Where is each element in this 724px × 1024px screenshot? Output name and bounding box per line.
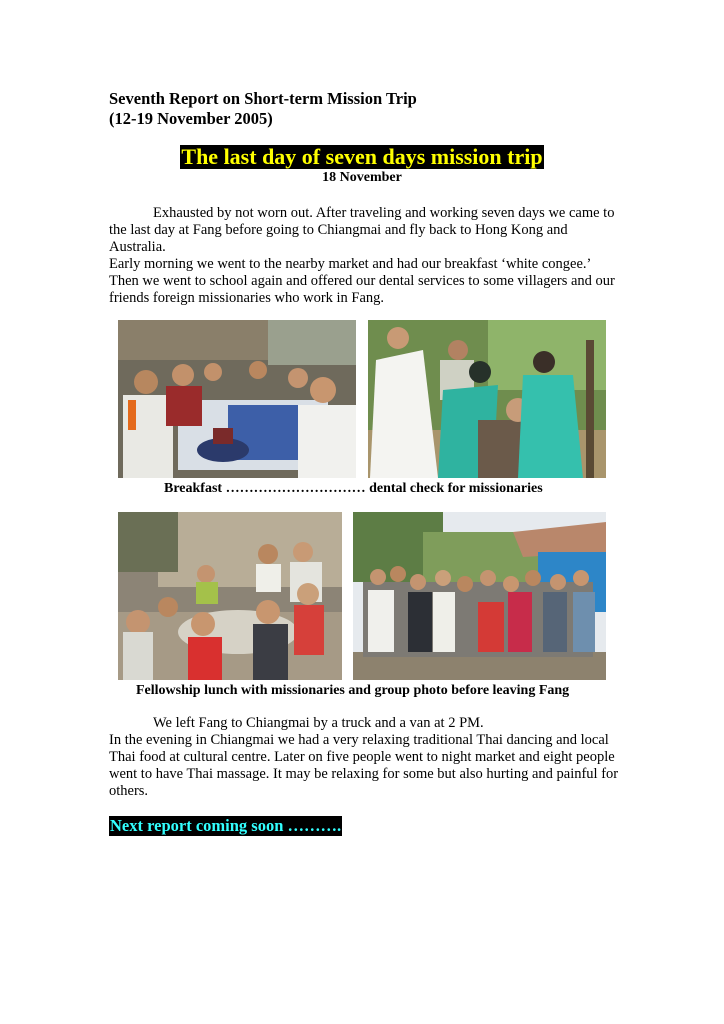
photo-breakfast <box>118 320 356 478</box>
intro-paragraph-2: Early morning we went to the nearby market and had our breakfast ‘white congee.’ Then we went to school again and offered our dental services to some villagers and our friends foreign missionaries who work in Fang. <box>109 256 615 306</box>
photo-dental-check <box>368 320 606 478</box>
next-report-notice: Next report coming soon ………. <box>110 816 342 835</box>
caption-row1: Breakfast ………………………… dental check for missionaries <box>164 481 543 496</box>
report-title <box>109 89 417 129</box>
photo-fellowship-lunch <box>118 512 342 680</box>
closing-paragraph-1: We left Fang to Chiangmai by a truck and a van at 2 PM. <box>153 715 484 731</box>
intro-paragraph-1: Exhausted by not worn out. After traveling and working seven days we came to the last day at Fang before going to Chiangmai and fly back to Hong Kong and Australia. <box>109 205 615 255</box>
headline: The last day of seven days mission trip <box>181 144 543 169</box>
report-date: 18 November <box>322 170 402 185</box>
report-title-line2: (12-19 November 2005) <box>109 109 273 128</box>
closing-paragraph-2: In the evening in Chiangmai we had a very relaxing traditional Thai dancing and local Thai food at cultural centre. Later on five people went to night market and eight people went to have Thai massage. It may be relaxing for some but also hurting and painful for others. <box>109 732 619 799</box>
report-title-line1: Seventh Report on Short-term Mission Trip <box>109 89 417 108</box>
next-report-container <box>109 816 342 836</box>
photo-group-photo <box>353 512 606 680</box>
headline-container <box>0 145 724 169</box>
caption-row2: Fellowship lunch with missionaries and group photo before leaving Fang <box>136 683 570 698</box>
